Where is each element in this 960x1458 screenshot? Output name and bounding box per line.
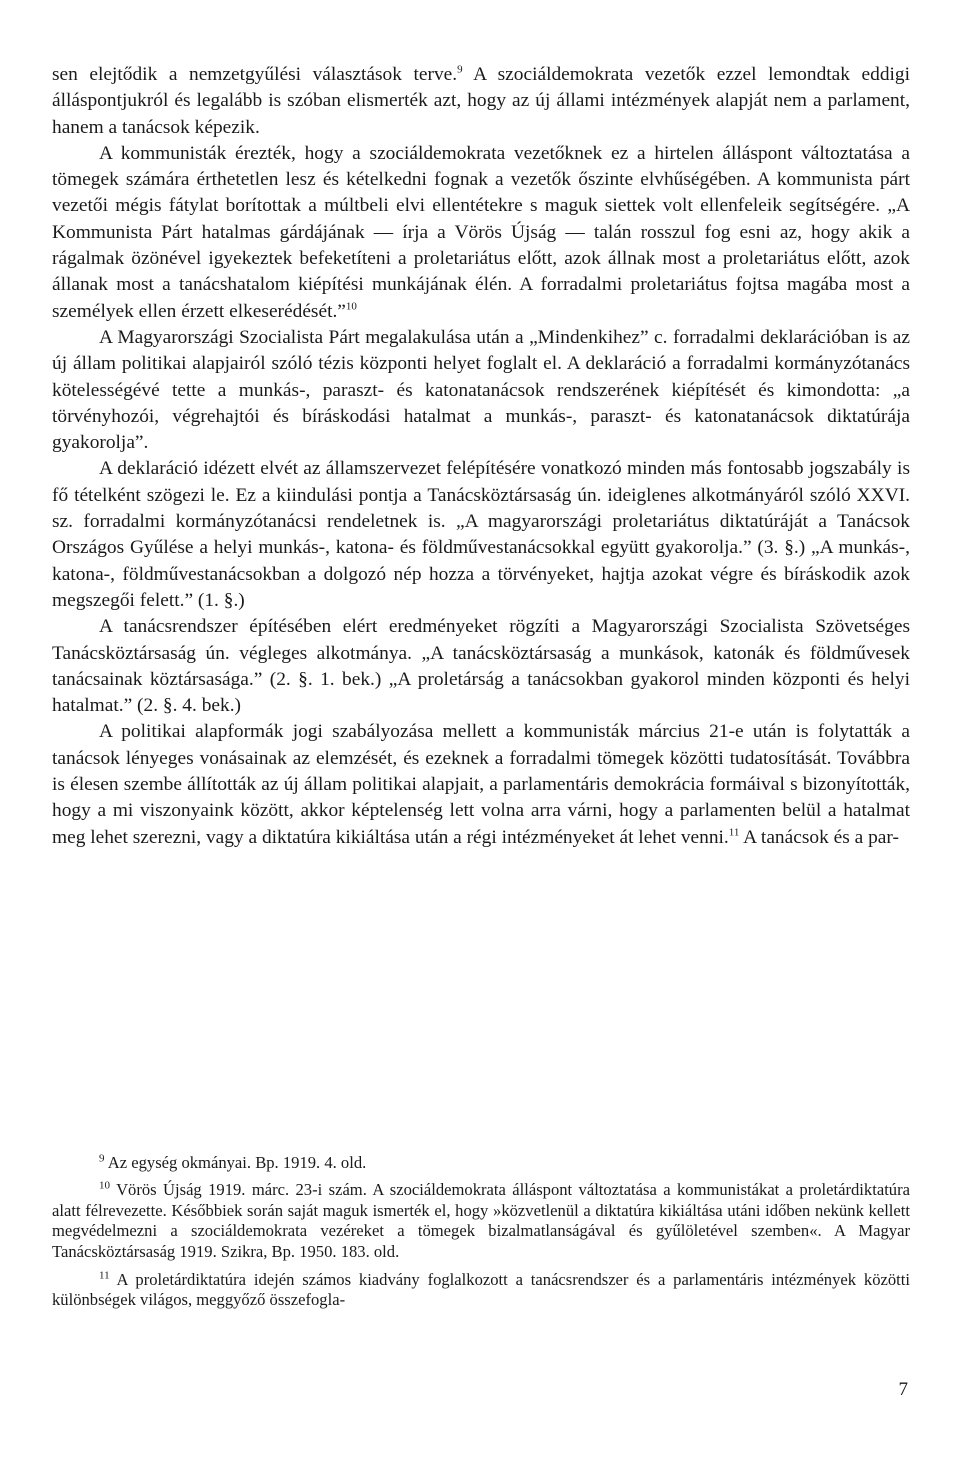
- footnote-number: 11: [99, 1269, 110, 1282]
- paragraph-6: [52, 719, 910, 850]
- footnote-ref-9: 9: [457, 63, 463, 76]
- paragraph-2: [52, 141, 910, 325]
- footnote-text: A proletárdiktatúra idején számos kiadvány foglalkozott a tanácsrendszer és a parlamentáris intézmények közötti különbségek világos, meggyőző összefogla-: [52, 1270, 910, 1310]
- footnote-ref-11: 11: [728, 826, 740, 839]
- text-run: A szociáldemokrata vezetők ezzel lemondtak eddigi álláspontjukról és legalább is szóban elismerték azt, hogy az új állami intézmények alapját nem a parlament, hanem a tanácsok képezik.: [52, 64, 910, 138]
- paragraph-1: [52, 62, 910, 141]
- footnote-11: [52, 1270, 910, 1311]
- text-run: A kommunisták érezték, hogy a szociáldemokrata vezetőknek ez a hirtelen álláspont változtatása a tömegek számára érthetetlen lesz és kételkedni fognak a vezetők őszinte elvhűségében. A kommunista párt vezetői mégis fátylat borítottak a múltbeli elvi ellentétekre s maguk siettek volt ellenfeleik segítségére. „A Kommunista Párt hatalmas gárdájának — írja a Vörös Újság — talán rosszul fog esni az, hogy akik a rágalmak özönével igyekeztek befeketíteni a proletariátus előtt, azok állnak most a proletariátus előtt, azok állanak most a tanácshatalom kiépítési munkájának élén. A forradalmi proletariátus fojtsa magába most a személyek ellen érzett elkeserédését.”: [52, 142, 910, 322]
- main-text: [52, 62, 910, 851]
- paragraph-4: A deklaráció idézett elvét az államszervezet felépítésére vonatkozó minden más fontosabb jogszabály is fő tételként szögezi le. Ez a kiindulási pontja a Tanácsköztársaság ún. ideiglenes alkotmányáról szóló XXVI. sz. forradalmi kormányzótanácsi rendeletnek is. „A magyarországi proletariátus diktatúráját a Tanácsok Országos Gyűlése a helyi munkás-, katona- és földművestanácsokkal együtt gyakorolja.” (3. §.) „A munkás-, katona-, földművestanácsokban a dolgozó nép hozza a törvényeket, hajtja azokat végre és bíráskodik azok megszegői felett.” (1. §.): [52, 458, 910, 611]
- text-run: A politikai alapformák jogi szabályozása mellett a kommunisták március 21-e után is folytatták a tanácsok lényeges vonásainak az elemzését, és ezeknek a forradalmi tömegek közötti tudatosítását. Továbbra is élesen szembe állították az új állam politikai alapjait, a parlamentáris demokrácia formáival s bizonyították, hogy a mi viszonyaink között, akkor képtelenség lett volna arra várni, hogy a parlamenten belül a hatalmat meg lehet szerezni, vagy a diktatúra kikiáltása után a régi intézményeket át lehet venni.: [52, 721, 910, 848]
- footnote-text: Az egység okmányai. Bp. 1919. 4. old.: [104, 1153, 367, 1172]
- page-number: 7: [898, 1379, 908, 1400]
- footnote-text: Vörös Újság 1919. márc. 23-i szám. A szociáldemokrata álláspont változtatása a kommunistákat a proletárdiktatúra alatt félrevezette. Későbbiek során saját maguk ismerték el, hogy »közvetlenül a diktatúra kikiáltása utáni időben nekünk kellett megvédelmezni a szociáldemokrata vezéreket a tömegek bizalmatlanságával és gyűlöletével szemben«. A Magyar Tanácsköztársaság 1919. Szikra, Bp. 1950. 183. old.: [52, 1180, 910, 1261]
- footnotes: [52, 1153, 910, 1319]
- footnote-10: [52, 1180, 910, 1262]
- paragraph-3: A Magyarországi Szocialista Párt megalakulása után a „Mindenkihez” c. forradalmi deklarációban is az új állam politikai alapjairól szóló tézis központi helyet foglalt el. A deklaráció a forradalmi kormányzótanács kötelességévé tette a munkás-, paraszt- és katonatanácsok rendszerének kiépítését és kimondotta: „a törvényhozói, végrehajtói és bíráskodási hatalmat a munkás-, paraszt- és katonatanácsok diktatúrája gyakorolja”.: [52, 326, 910, 454]
- text-run: sen elejtődik a nemzetgyűlési választások terve.: [52, 64, 458, 85]
- footnote-number: 9: [99, 1152, 105, 1165]
- text-run: A tanácsok és a par-: [739, 826, 899, 848]
- paragraph-5: A tanácsrendszer építésében elért eredményeket rögzíti a Magyarországi Szocialista Szövetséges Tanácsköztársaság ún. végleges alkotmánya. „A tanácsköztársaság a munkások, katonák és földművesek tanácsainak köztársasága.” (2. §. 1. bek.) „A proletárság a tanácsokban gyakorol minden központi és helyi hatalmat.” (2. §. 4. bek.): [52, 616, 910, 717]
- footnote-ref-10: 10: [345, 300, 357, 313]
- footnote-9: [52, 1153, 910, 1173]
- footnote-number: 10: [99, 1179, 110, 1192]
